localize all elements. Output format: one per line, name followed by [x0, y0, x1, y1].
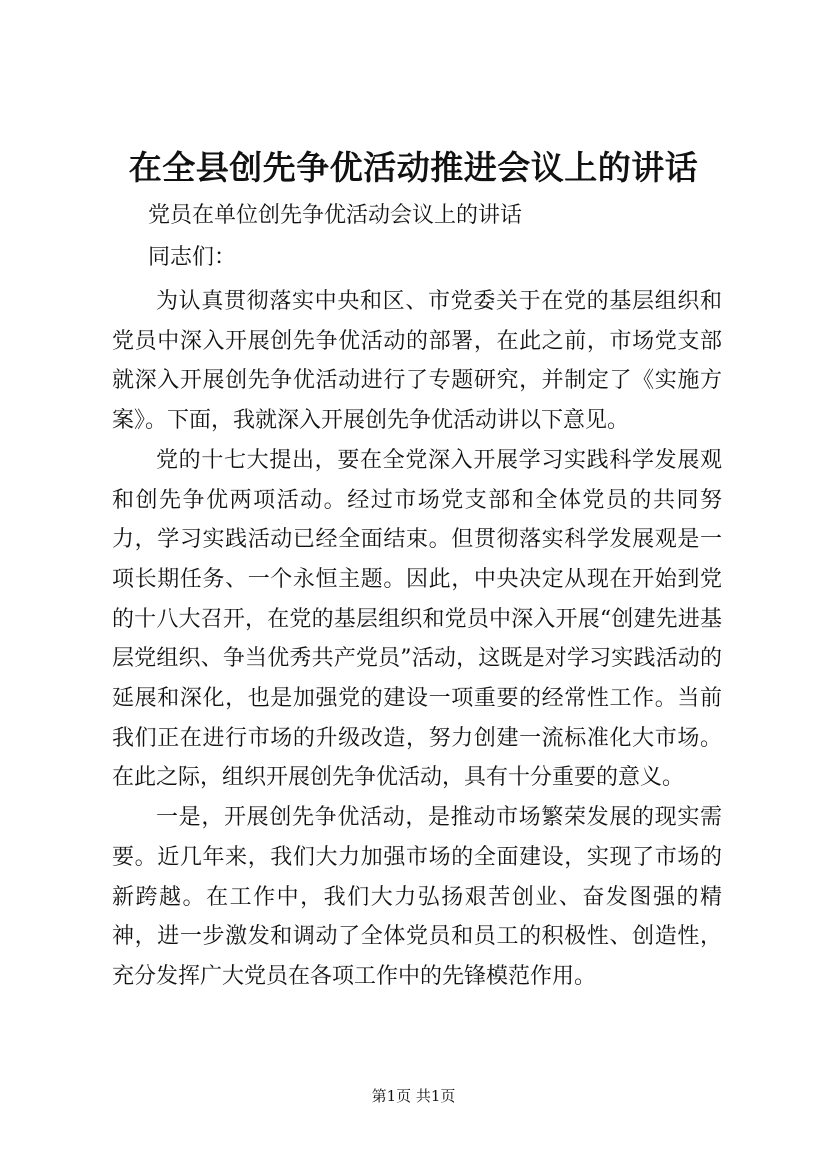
- document-subtitle: 党员在单位创先争优活动会议上的讲话: [148, 203, 523, 228]
- paragraph: 党的十七大提出，要在全党深入开展学习实践科学发展观和创先争优两项活动。经过市场党支部和全体党员的共同努力，学习实践活动已经全面结束。但贯彻落实科学发展观是一项长期任务、一个永恒主题。因此，中央决定从现在开始到党的十八大召开，在党的基层组织和党员中深入开展“创建先进基层党组织、争当优秀共产党员”活动，这既是对学习实践活动的延展和深化，也是加强党的建设一项重要的经常性工作。当前我们正在进行市场的升级改造，努力创建一流标准化大市场。在此之际，组织开展创先争优活动，具有十分重要的意义。: [112, 447, 722, 791]
- document-title: 在全县创先争优活动推进会议上的讲话: [128, 148, 699, 187]
- paragraph: 为认真贯彻落实中央和区、市党委关于在党的基层组织和党员中深入开展创先争优活动的部署，在此之前，市场党支部就深入开展创先争优活动进行了专题研究，并制定了《实施方案》。下面，我就深入开展创先争优活动讲以下意见。: [112, 289, 722, 434]
- page-number-footer: 第1页 共1页: [371, 1087, 456, 1105]
- paragraph: 一是，开展创先争优活动，是推动市场繁荣发展的现实需要。近几年来，我们大力加强市场的全面建设，实现了市场的新跨越。在工作中，我们大力弘扬艰苦创业、奋发图强的精神，进一步激发和调动了全体党员和员工的积极性、创造性，充分发挥广大党员在各项工作中的先锋模范作用。: [112, 805, 722, 989]
- greeting-line: 同志们：: [148, 245, 237, 270]
- document-body: [112, 282, 722, 997]
